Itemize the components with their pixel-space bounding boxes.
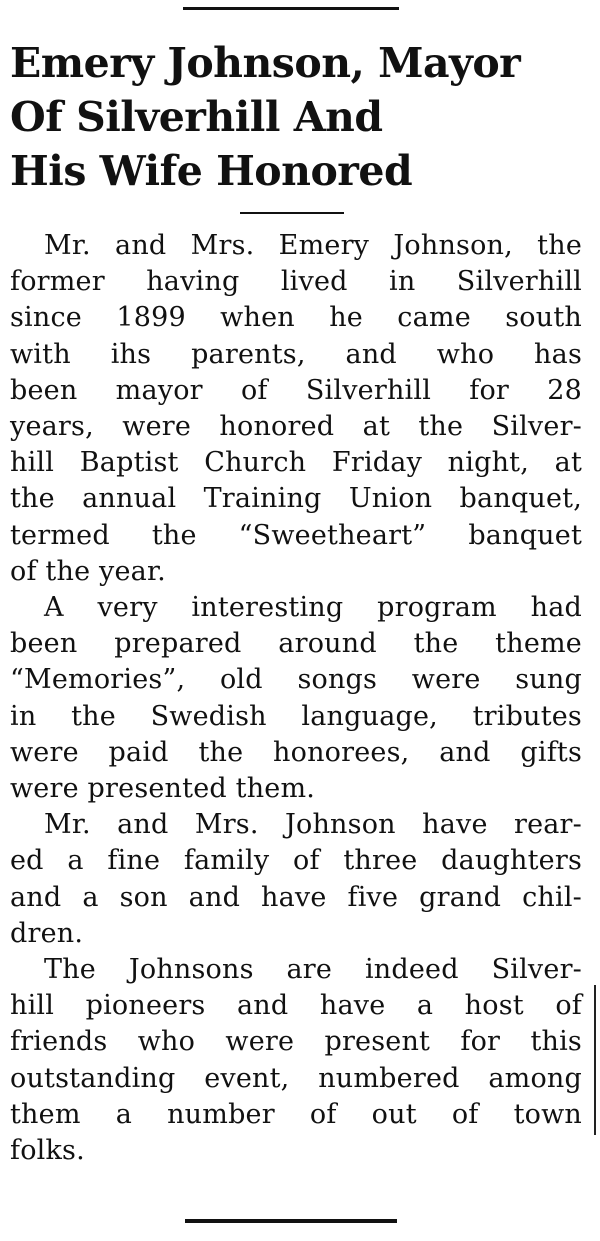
text-line: been prepared around the theme bbox=[10, 628, 582, 660]
text-line: friends who were present for this bbox=[10, 1026, 582, 1058]
headline-line: Emery Johnson, Mayor bbox=[10, 39, 521, 87]
text-line: former having lived in Silverhill bbox=[10, 266, 582, 298]
text-line: and a son and have five grand chil- bbox=[10, 881, 582, 913]
article-paragraph bbox=[10, 952, 582, 1169]
text-line: termed the “Sweetheart” banquet bbox=[10, 519, 582, 551]
text-line: were presented them. bbox=[10, 773, 316, 805]
text-line: The Johnsons are indeed Silver- bbox=[44, 954, 582, 986]
text-line: Mr. and Mrs. Johnson have rear- bbox=[44, 809, 582, 841]
text-line: years, were honored at the Silver- bbox=[10, 411, 582, 443]
text-line: of the year. bbox=[10, 555, 166, 587]
top-column-rule bbox=[183, 7, 399, 10]
text-line: outstanding event, numbered among bbox=[10, 1062, 582, 1094]
text-line: dren. bbox=[10, 917, 84, 949]
article-paragraph bbox=[10, 228, 582, 590]
headline-line: His Wife Honored bbox=[10, 147, 413, 195]
column-edge-line bbox=[594, 985, 596, 1135]
text-line: were paid the honorees, and gifts bbox=[10, 736, 582, 768]
text-line: “Memories”, old songs were sung bbox=[10, 664, 582, 696]
text-line: since 1899 when he came south bbox=[10, 302, 582, 334]
text-line: ed a fine family of three daughters bbox=[10, 845, 582, 877]
text-line: hill Baptist Church Friday night, at bbox=[10, 447, 582, 479]
text-line: them a number of out of town bbox=[10, 1098, 582, 1130]
bottom-column-rule bbox=[185, 1219, 397, 1223]
text-line: folks. bbox=[10, 1135, 85, 1167]
headline-divider-rule bbox=[240, 212, 344, 214]
text-line: A very interesting program had bbox=[44, 592, 582, 624]
text-line: been mayor of Silverhill for 28 bbox=[10, 374, 582, 406]
text-line: in the Swedish language, tributes bbox=[10, 700, 582, 732]
headline bbox=[10, 36, 595, 198]
article-body bbox=[10, 228, 582, 1169]
text-line: with ihs parents, and who has bbox=[10, 338, 582, 370]
article-paragraph bbox=[10, 807, 582, 952]
text-line: Mr. and Mrs. Emery Johnson, the bbox=[44, 230, 582, 261]
text-line: hill pioneers and have a host of bbox=[10, 990, 582, 1022]
headline-line: Of Silverhill And bbox=[10, 93, 383, 141]
article-paragraph bbox=[10, 590, 582, 807]
text-line: the annual Training Union banquet, bbox=[10, 483, 582, 515]
